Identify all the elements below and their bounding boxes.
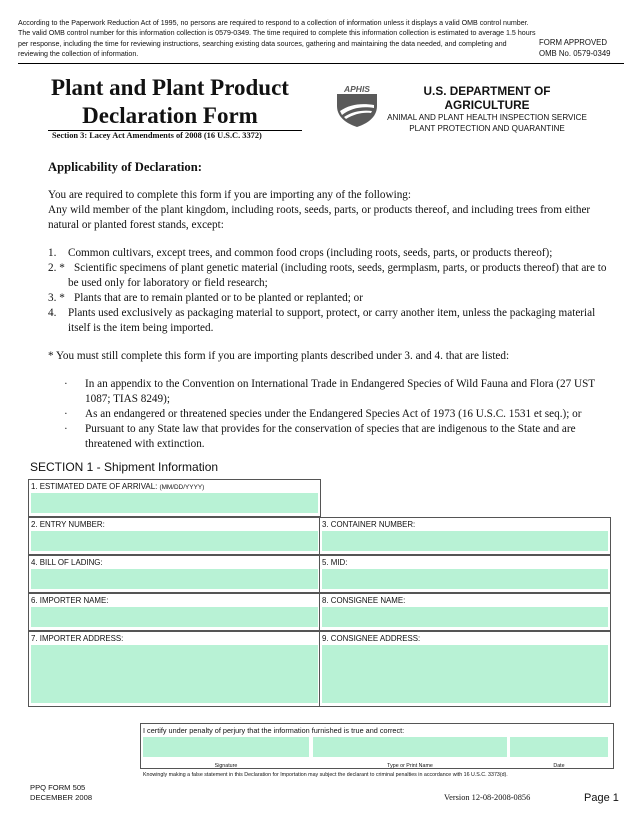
arrival-date-label: 1. ESTIMATED DATE OF ARRIVAL:	[31, 482, 158, 491]
exception-text: Scientific specimens of plant genetic material (including roots, seeds, germplasm, parts, or products thereof) that are to be used only for laboratory or field research;	[68, 262, 607, 289]
exception-text: Plants that are to remain planted or to be planted or replanted; or	[74, 292, 363, 304]
exception-text: Common cultivars, except trees, and common food crops (including roots, seeds, parts, or products thereof);	[68, 247, 553, 259]
consignee-name-box	[319, 593, 611, 631]
form-identifier	[30, 783, 92, 802]
bill-of-lading-input[interactable]	[31, 569, 318, 589]
form-date: DECEMBER 2008	[30, 792, 93, 802]
exception-number: 2. *	[48, 262, 65, 274]
signature-input[interactable]	[143, 737, 309, 757]
omb-approval-block	[539, 38, 611, 59]
omb-number: OMB No. 0579-0349	[539, 48, 611, 58]
entry-number-box	[28, 517, 321, 555]
section3-reference: Section 3: Lacey Act Amendments of 2008 (16 U.S.C. 3372)	[52, 131, 262, 140]
bullet-text: As an endangered or threatened species under the Endangered Species Act of 1973 (16 U.S.C. 1531 et seq.); or	[85, 408, 582, 420]
consignee-address-box	[319, 631, 611, 707]
applicability-intro: You are required to complete this form if you are importing any of the following:	[48, 189, 411, 201]
mid-label: 5. MID:	[322, 558, 348, 567]
consignee-address-label: 9. CONSIGNEE ADDRESS:	[322, 634, 421, 643]
container-number-input[interactable]	[322, 531, 608, 551]
exception-item	[48, 261, 608, 291]
consignee-address-input[interactable]	[322, 645, 608, 703]
exception-item	[48, 291, 608, 306]
exception-text: Plants used exclusively as packaging material to support, protect, or carry another item, unless the packaging material itself is the item being imported.	[68, 307, 596, 334]
listed-plants-bullet	[62, 377, 608, 407]
exception-item	[48, 246, 608, 261]
agency-block	[384, 84, 590, 134]
department-name: U.S. DEPARTMENT OF AGRICULTURE	[423, 84, 551, 112]
applicability-section	[48, 160, 608, 452]
importer-address-input[interactable]	[31, 645, 318, 703]
arrival-date-box	[28, 479, 321, 517]
form-title-line2: Declaration Form	[82, 103, 258, 128]
signature-label: Signature	[214, 763, 238, 769]
exception-number: 3. *	[48, 292, 65, 304]
mid-box	[319, 555, 611, 593]
consignee-name-input[interactable]	[322, 607, 608, 627]
container-number-box	[319, 517, 611, 555]
importer-name-label: 6. IMPORTER NAME:	[31, 596, 109, 605]
listed-plants-bullet	[62, 407, 608, 422]
version-label: Version 12-08-2008-0856	[444, 793, 531, 802]
arrival-date-input[interactable]	[31, 493, 318, 513]
paperwork-reduction-notice: According to the Paperwork Reduction Act of 1995, no persons are required to respond to a collection of information unless it displays a valid OMB control number. The valid OMB control number for this information collection is 0579-0349. The time required to complete this information collection is estimated to average 1.5 hours per response, including the time for reviewing instructions, searching existing data sources, gathering and maintaining the data needed, and completing and reviewing the collection of information.	[18, 19, 536, 58]
applicability-scope: Any wild member of the plant kingdom, including roots, seeds, parts, or products thereof, and including trees from either natural or planted forest stands, except:	[48, 204, 591, 231]
container-number-label: 3. CONTAINER NUMBER:	[322, 520, 416, 529]
penalty-warning: Knowingly making a false statement in this Declaration for Importation may subject the declarant to criminal penalties in accordance with 16 U.S.C. 3373(d).	[143, 772, 508, 778]
bullet-dot: ·	[64, 423, 68, 435]
entry-number-label: 2. ENTRY NUMBER:	[31, 520, 105, 529]
aphis-logo-text: APHIS	[344, 84, 370, 94]
section1-title: SECTION 1 - Shipment Information	[30, 460, 219, 474]
exception-number: 4.	[48, 307, 57, 319]
certification-statement: I certify under penalty of perjury that the information furnished is true and correct:	[143, 726, 405, 735]
listed-plants-note: * You must still complete this form if you are importing plants described under 3. and 4. that are listed:	[48, 350, 510, 362]
importer-address-label: 7. IMPORTER ADDRESS:	[31, 634, 124, 643]
form-title	[40, 74, 300, 130]
program-name: PLANT PROTECTION AND QUARANTINE	[409, 124, 565, 133]
form-approved-label: FORM APPROVED	[539, 38, 608, 47]
listed-plants-bullet	[62, 422, 608, 452]
page-number: Page 1	[584, 792, 619, 804]
arrival-date-hint: (MM/DD/YYYY)	[159, 484, 205, 491]
form-title-line1: Plant and Plant Product	[51, 75, 289, 100]
date-input[interactable]	[510, 737, 608, 757]
printed-name-label: Type or Print Name	[387, 763, 433, 769]
exception-item	[48, 306, 608, 336]
entry-number-input[interactable]	[31, 531, 318, 551]
consignee-name-label: 8. CONSIGNEE NAME:	[322, 596, 406, 605]
bullet-text: Pursuant to any State law that provides for the conservation of species that are indigenous to the State and are threatened with extinction.	[85, 423, 576, 450]
mid-input[interactable]	[322, 569, 608, 589]
importer-name-box	[28, 593, 321, 631]
aphis-shield-icon	[336, 84, 378, 128]
exception-number: 1.	[48, 247, 57, 259]
bullet-text: In an appendix to the Convention on International Trade in Endangered Species of Wild Fauna and Flora (27 UST 1087; TIAS 8249);	[85, 378, 595, 405]
bullet-dot: ·	[64, 408, 68, 420]
bullet-dot: ·	[64, 378, 68, 390]
printed-name-input[interactable]	[313, 737, 507, 757]
importer-address-box	[28, 631, 321, 707]
bill-of-lading-label: 4. BILL OF LADING:	[31, 558, 103, 567]
bill-of-lading-box	[28, 555, 321, 593]
importer-name-input[interactable]	[31, 607, 318, 627]
service-name: ANIMAL AND PLANT HEALTH INSPECTION SERVICE	[387, 113, 587, 122]
form-number: PPQ FORM 505	[30, 783, 86, 792]
applicability-heading: Applicability of Declaration:	[48, 160, 202, 174]
date-label: Date	[553, 763, 565, 769]
header-divider	[18, 63, 624, 64]
